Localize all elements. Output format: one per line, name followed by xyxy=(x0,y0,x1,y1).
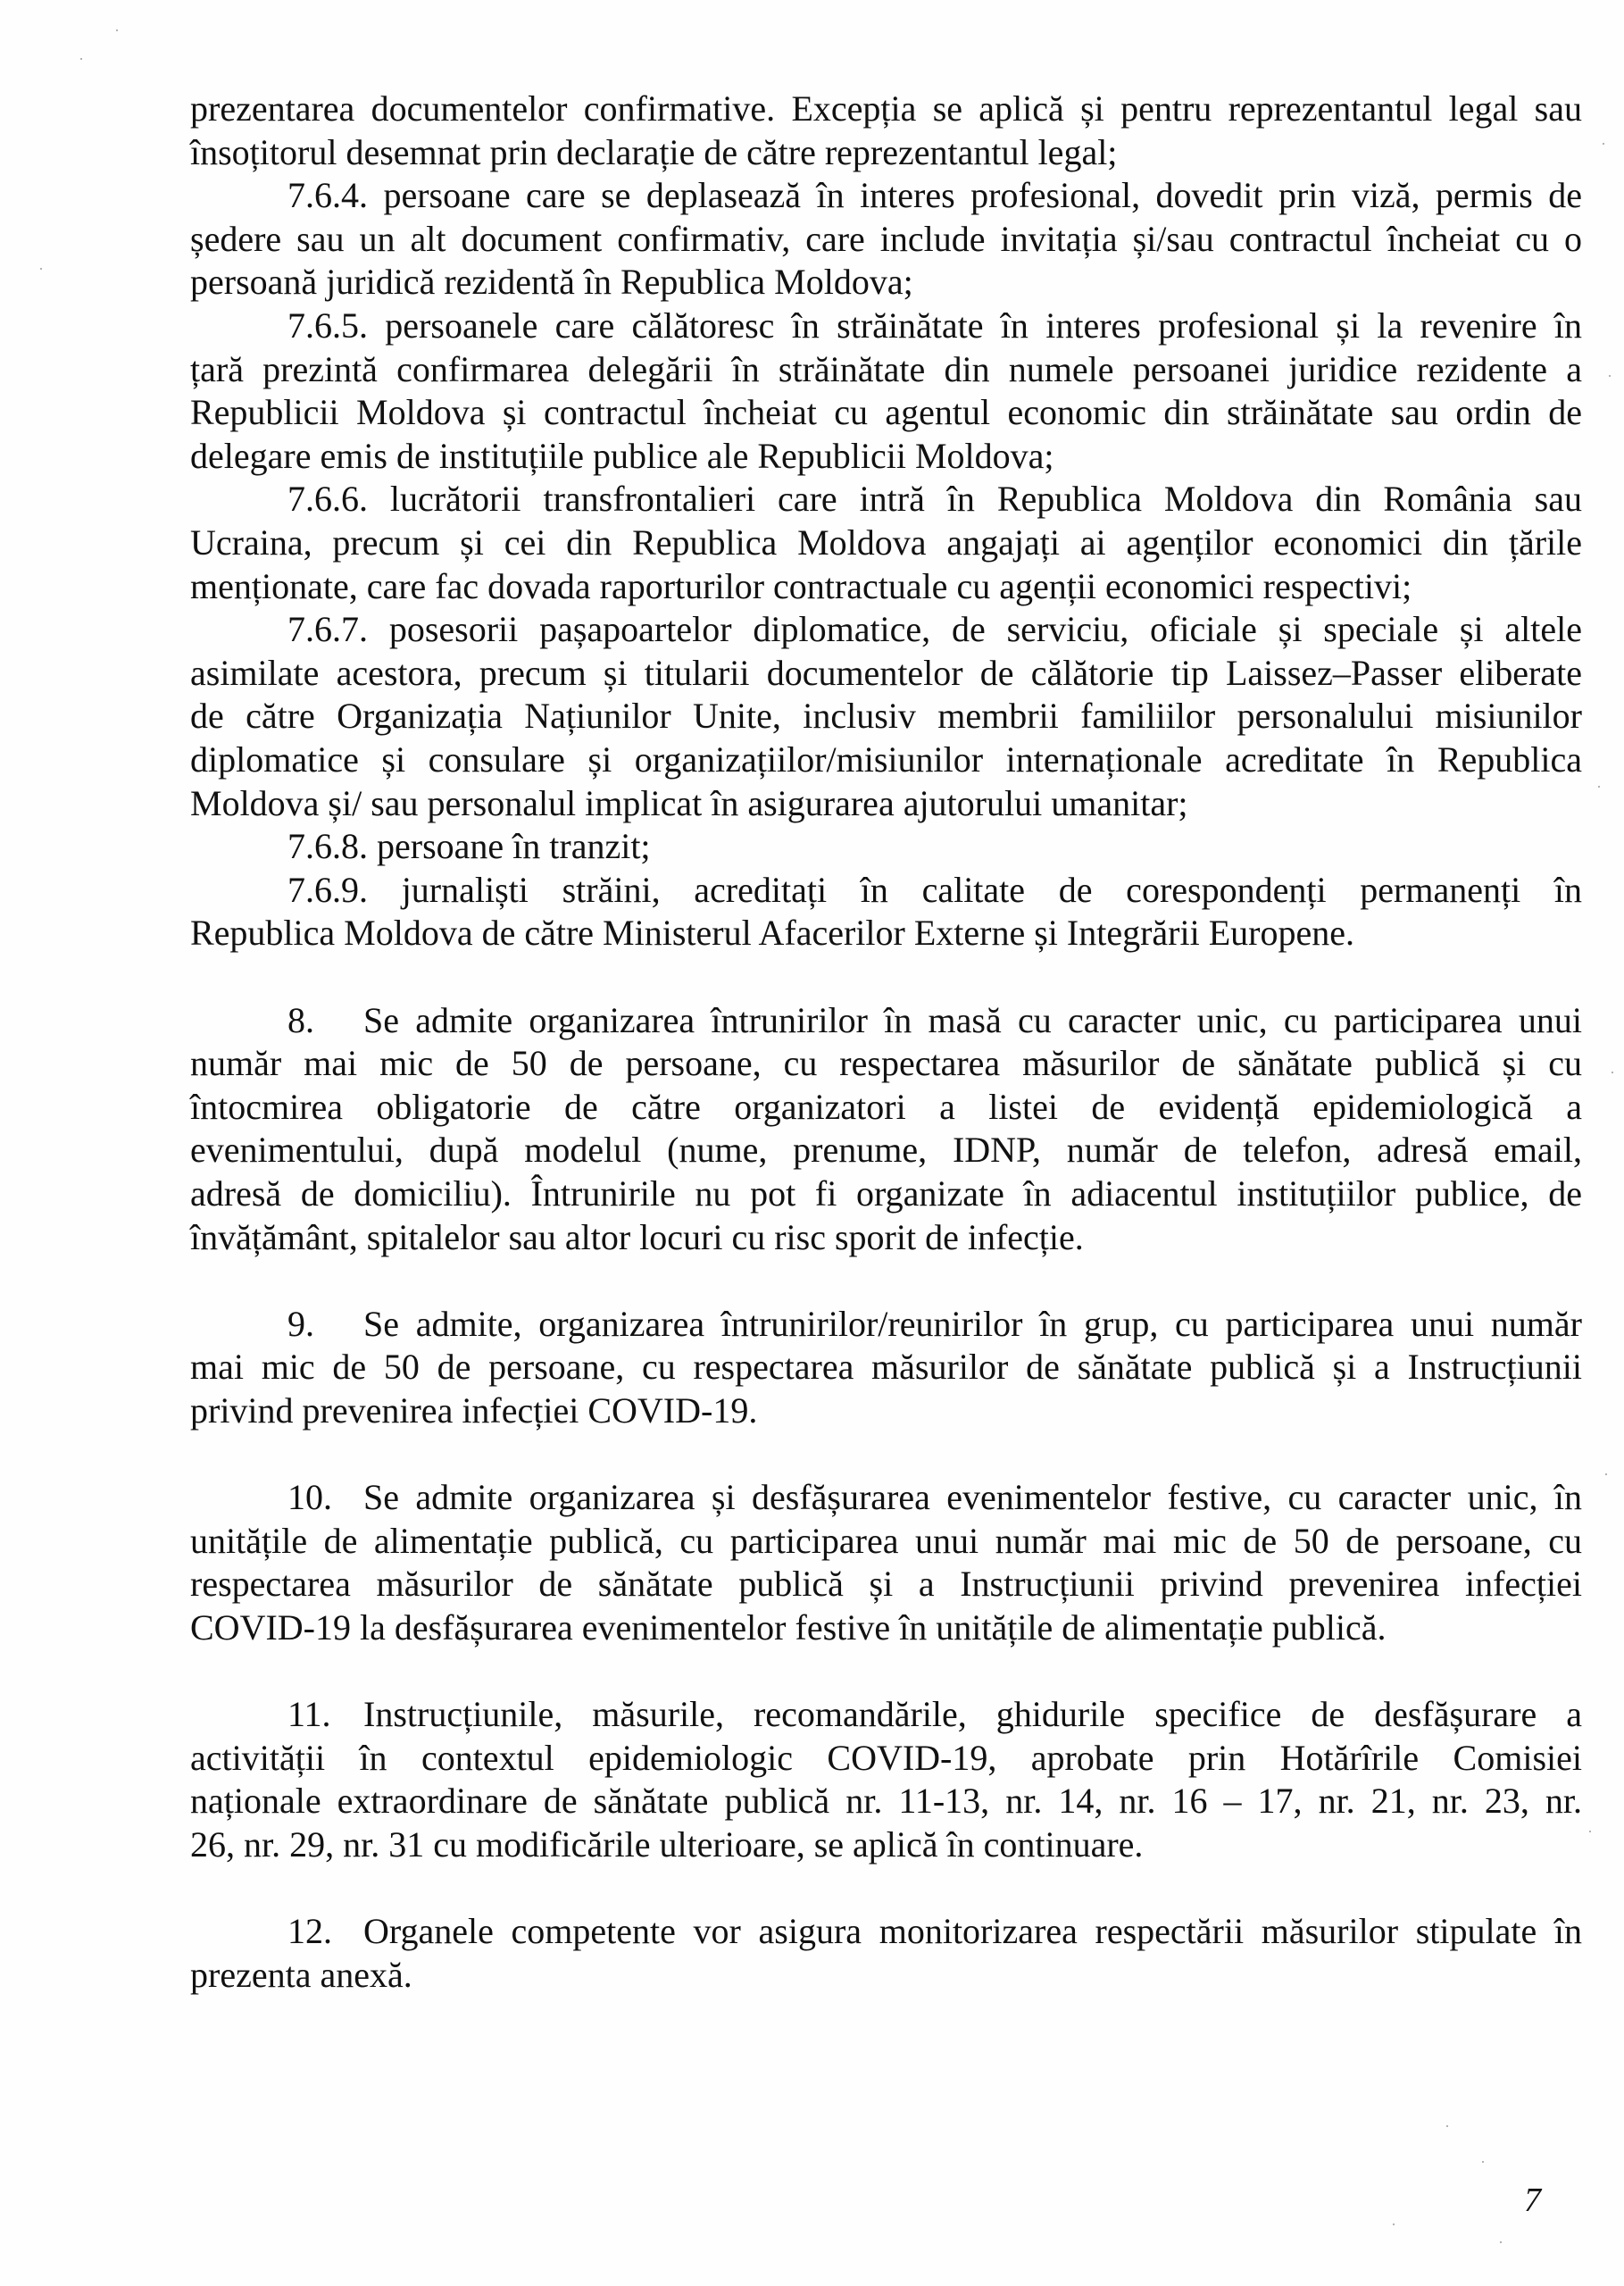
text-line: Se admite, organizarea întrunirilor/reunirilor în grup, cu participarea unui număr xyxy=(363,1303,1582,1344)
scan-speck xyxy=(40,268,42,270)
scan-speck xyxy=(1500,2241,1502,2243)
text-line: naționale extraordinare de sănătate publică nr. 11-13, nr. 14, nr. 16 – 17, nr. 21, nr. 23, nr. xyxy=(190,1781,1582,1822)
scan-speck xyxy=(1446,2125,1448,2127)
paragraph-12-first-line xyxy=(287,1910,1582,1954)
list-item-7-6-5: 7.6.5. persoanele care călătoresc în străinătate în interes profesional și la revenire în xyxy=(287,305,1582,346)
paragraph-10-first-line xyxy=(287,1476,1582,1520)
text-line: Moldova și/ sau personalul implicat în asigurarea ajutorului umanitar; xyxy=(190,782,1188,823)
scan-speck xyxy=(116,29,118,31)
paragraph-8-first-line xyxy=(287,999,1582,1043)
text-line: menționate, care fac dovada raporturilor contractuale cu agenții economici respectivi; xyxy=(190,565,1412,606)
text-line: întocmirea obligatorie de către organizatori a listei de evidență epidemiologică a xyxy=(190,1086,1582,1127)
paragraph-11-first-line xyxy=(287,1693,1582,1737)
scan-speck xyxy=(1598,786,1600,788)
text-line: Se admite organizarea întrunirilor în masă cu caracter unic, cu participarea unui xyxy=(363,999,1582,1040)
page-number: 7 xyxy=(1524,2182,1541,2219)
list-item-7-6-4: 7.6.4. persoane care se deplasează în interes profesional, dovedit prin viză, permis de xyxy=(287,175,1582,216)
text-line: însoțitorul desemnat prin declarație de către reprezentantul legal; xyxy=(190,131,1118,172)
text-line: activității în contextul epidemiologic COVID-19, aprobate prin Hotărîrile Comisiei xyxy=(190,1737,1582,1778)
text-line: mai mic de 50 de persoane, cu respectarea măsurilor de sănătate publică și a Instrucțiunii xyxy=(190,1347,1582,1388)
list-item-7-6-8: 7.6.8. persoane în tranzit; xyxy=(287,826,651,867)
scan-speck xyxy=(1609,375,1611,377)
paragraph-number: 9. xyxy=(287,1303,314,1344)
paragraph-number: 12. xyxy=(287,1911,332,1952)
text-line: Se admite organizarea și desfășurarea evenimentelor festive, cu caracter unic, în xyxy=(363,1477,1582,1518)
scan-speck xyxy=(80,58,82,60)
paragraph-number: 8. xyxy=(287,999,314,1040)
scan-speck xyxy=(1612,1072,1613,1073)
text-line: privind prevenirea infecției COVID-19. xyxy=(190,1390,758,1431)
text-line: adresă de domiciliu). Întrunirile nu pot fi organizate în adiacentul instituțiilor publice, de xyxy=(190,1173,1582,1214)
paragraph-number: 11. xyxy=(287,1694,331,1735)
scan-speck xyxy=(1482,2161,1484,2163)
scan-speck xyxy=(1603,143,1604,145)
text-line: evenimentului, după modelul (nume, prenume, IDNP, număr de telefon, adresă email, xyxy=(190,1130,1582,1171)
text-line: prezenta anexă. xyxy=(190,1954,412,1995)
text-line: Organele competente vor asigura monitorizarea respectării măsurilor stipulate în xyxy=(363,1911,1582,1952)
text-line: delegare emis de instituțiile publice ale Republicii Moldova; xyxy=(190,435,1054,476)
text-line: COVID-19 la desfășurarea evenimentelor festive în unitățile de alimentație publică. xyxy=(190,1607,1387,1648)
text-line: învățământ, spitalelor sau altor locuri cu risc sporit de infecție. xyxy=(190,1216,1084,1257)
scan-speck xyxy=(1605,1473,1607,1475)
list-item-7-6-7: 7.6.7. posesorii pașapoartelor diplomatice, de serviciu, oficiale și speciale și altele xyxy=(287,609,1582,650)
text-line: ședere sau un alt document confirmativ, care include invitația și/sau contractul încheiat cu o xyxy=(190,218,1582,259)
scan-speck xyxy=(1393,2223,1395,2225)
paragraph-9-first-line xyxy=(287,1303,1582,1347)
text-line: unitățile de alimentație publică, cu participarea unui număr mai mic de 50 de persoane, cu xyxy=(190,1520,1582,1561)
scan-speck xyxy=(1589,1831,1591,1832)
text-line: Ucraina, precum și cei din Republica Moldova angajați ai agenților economici din țările xyxy=(190,522,1582,563)
text-line: persoană juridică rezidentă în Republica Moldova; xyxy=(190,262,913,303)
text-line: diplomatice și consulare și organizațiilor/misiunilor internaționale acreditate în Republica xyxy=(190,739,1582,780)
list-item-7-6-9: 7.6.9. jurnaliști străini, acreditați în calitate de corespondenți permanenți în xyxy=(287,869,1582,910)
text-line: prezentarea documentelor confirmative. Excepția se aplică și pentru reprezentantul legal sau xyxy=(190,88,1582,129)
text-line: de către Organizația Națiunilor Unite, inclusiv membrii familiilor personalului misiunilor xyxy=(190,696,1582,737)
text-line: Republica Moldova de către Ministerul Afacerilor Externe și Integrării Europene. xyxy=(190,913,1354,954)
text-line: asimilate acestora, precum și titularii documentelor de călătorie tip Laissez–Passer eliberate xyxy=(190,652,1582,693)
text-line: Instrucțiunile, măsurile, recomandările, ghidurile specifice de desfășurare a xyxy=(363,1694,1582,1735)
text-line: Republicii Moldova și contractul încheiat cu agentul economic din străinătate sau ordin de xyxy=(190,392,1582,433)
paragraph-number: 10. xyxy=(287,1477,332,1518)
list-item-7-6-6: 7.6.6. lucrătorii transfrontalieri care intră în Republica Moldova din România sau xyxy=(287,479,1582,520)
text-line: țară prezintă confirmarea delegării în străinătate din numele persoanei juridice rezidente a xyxy=(190,348,1582,389)
text-line: 26, nr. 29, nr. 31 cu modificările ulterioare, se aplică în continuare. xyxy=(190,1824,1144,1865)
text-line: respectarea măsurilor de sănătate publică și a Instrucțiunii privind prevenirea infecției xyxy=(190,1564,1582,1605)
text-line: număr mai mic de 50 de persoane, cu respectarea măsurilor de sănătate publică și cu xyxy=(190,1043,1582,1084)
